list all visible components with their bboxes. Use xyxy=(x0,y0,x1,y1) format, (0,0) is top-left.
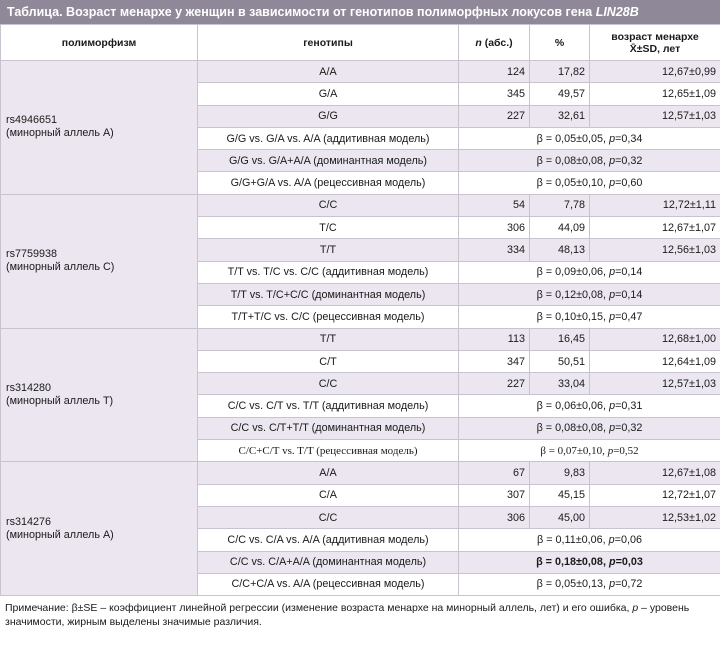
genotype-row xyxy=(1,328,720,350)
genotype-row xyxy=(1,194,720,216)
polymorphism-cell xyxy=(1,462,198,596)
n-cell: 113 xyxy=(459,328,530,350)
percent-cell: 17,82 xyxy=(530,61,590,83)
age-cell: 12,67±1,07 xyxy=(590,217,720,239)
model-label: G/G vs. G/A vs. A/A (аддитивная модель) xyxy=(198,127,459,149)
percent-cell: 49,57 xyxy=(530,83,590,105)
p-letter: p xyxy=(609,310,616,323)
model-result xyxy=(459,395,720,417)
footnote-prefix: Примечание: β±SE – коэффициент линейной регрессии (изменение возраста менархе на минорный аллель, лет) и его ошибка, xyxy=(5,602,633,615)
model-result xyxy=(459,150,720,172)
model-result xyxy=(459,127,720,149)
n-cell: 227 xyxy=(459,105,530,127)
genotype-cell: C/T xyxy=(198,350,459,372)
beta-value: β = 0,08±0,08, xyxy=(536,422,610,435)
p-value: =0,60 xyxy=(615,177,643,190)
snp-id: rs7759938 xyxy=(6,248,58,261)
minor-allele: (минорный аллель А) xyxy=(6,127,114,140)
beta-value: β = 0,05±0,10, xyxy=(536,177,610,190)
model-result xyxy=(459,306,720,328)
model-label: C/C+C/A vs. A/A (рецессивная модель) xyxy=(198,573,459,595)
model-result xyxy=(459,440,720,462)
n-cell: 54 xyxy=(459,194,530,216)
header-age xyxy=(590,25,720,61)
genotype-cell: C/C xyxy=(198,373,459,395)
percent-cell: 45,00 xyxy=(530,506,590,528)
model-label: G/G vs. G/A+A/A (доминантная модель) xyxy=(198,150,459,172)
polymorphism-cell xyxy=(1,328,198,462)
table-title xyxy=(0,0,720,24)
percent-cell: 44,09 xyxy=(530,217,590,239)
model-label: C/C vs. C/A vs. A/A (аддитивная модель) xyxy=(198,529,459,551)
beta-value: β = 0,07±0,10, xyxy=(540,444,608,457)
model-label: T/T vs. T/C+C/C (доминантная модель) xyxy=(198,283,459,305)
age-cell: 12,57±1,03 xyxy=(590,373,720,395)
header-n xyxy=(459,25,530,61)
p-value: =0,72 xyxy=(615,578,643,591)
footnote-suffix: – уровень значимости, жирным выделены значимые различия. xyxy=(5,602,690,629)
percent-cell: 45,15 xyxy=(530,484,590,506)
percent-cell: 33,04 xyxy=(530,373,590,395)
snp-id: rs314276 xyxy=(6,515,52,528)
table-footnote xyxy=(0,596,720,629)
model-label: C/C+C/T vs. T/T (рецессивная модель) xyxy=(198,440,459,462)
n-cell: 227 xyxy=(459,373,530,395)
p-value: =0,06 xyxy=(614,533,642,546)
polymorphism-cell xyxy=(1,194,198,328)
age-cell: 12,67±1,08 xyxy=(590,462,720,484)
genotype-cell: T/C xyxy=(198,217,459,239)
header-age-line1: возраст менархе xyxy=(611,30,699,43)
p-letter: p xyxy=(607,444,614,457)
p-letter: p xyxy=(609,154,616,167)
p-value: =0,47 xyxy=(615,310,643,323)
table-title-text: Таблица. Возраст менархе у женщин в зависимости от генотипов полиморфных локусов гена xyxy=(7,5,596,19)
header-age-line2: X̄±SD, лет xyxy=(629,42,681,55)
beta-value: β = 0,06±0,06, xyxy=(536,400,610,413)
p-letter: p xyxy=(609,177,616,190)
p-value: =0,32 xyxy=(615,422,643,435)
p-value: =0,34 xyxy=(615,132,643,145)
genotype-cell: C/C xyxy=(198,194,459,216)
model-result xyxy=(459,417,720,439)
n-cell: 345 xyxy=(459,83,530,105)
minor-allele: (минорный аллель Т) xyxy=(6,394,114,407)
age-cell: 12,64±1,09 xyxy=(590,350,720,372)
header-polymorphism: полиморфизм xyxy=(1,25,198,61)
model-result xyxy=(459,261,720,283)
genotype-row xyxy=(1,462,720,484)
n-cell: 306 xyxy=(459,506,530,528)
p-value: =0,52 xyxy=(613,444,639,457)
p-letter: p xyxy=(609,578,616,591)
model-label: C/C vs. C/T+T/T (доминантная модель) xyxy=(198,417,459,439)
header-row xyxy=(1,25,720,61)
age-cell: 12,56±1,03 xyxy=(590,239,720,261)
genotype-cell: G/G xyxy=(198,105,459,127)
p-letter: p xyxy=(609,266,616,279)
beta-value: β = 0,18±0,08, xyxy=(536,556,609,569)
header-genotypes: генотипы xyxy=(198,25,459,61)
polymorphism-cell xyxy=(1,61,198,195)
percent-cell: 7,78 xyxy=(530,194,590,216)
beta-value: β = 0,05±0,13, xyxy=(536,578,610,591)
beta-value: β = 0,08±0,08, xyxy=(536,154,610,167)
model-result xyxy=(459,283,720,305)
p-letter: p xyxy=(609,132,616,145)
p-value: =0,14 xyxy=(615,288,643,301)
age-cell: 12,72±1,07 xyxy=(590,484,720,506)
p-letter: p xyxy=(609,288,616,301)
model-result xyxy=(459,172,720,194)
n-cell: 347 xyxy=(459,350,530,372)
model-label: C/C vs. C/A+A/A (доминантная модель) xyxy=(198,551,459,573)
n-cell: 306 xyxy=(459,217,530,239)
p-value: =0,03 xyxy=(615,556,643,569)
genotype-row xyxy=(1,61,720,83)
n-cell: 67 xyxy=(459,462,530,484)
genotype-cell: T/T xyxy=(198,328,459,350)
p-value: =0,14 xyxy=(615,266,643,279)
model-label: C/C vs. C/T vs. T/T (аддитивная модель) xyxy=(198,395,459,417)
p-letter: p xyxy=(609,400,616,413)
model-label: T/T+T/C vs. C/C (рецессивная модель) xyxy=(198,306,459,328)
p-value: =0,32 xyxy=(615,154,643,167)
model-result xyxy=(459,573,720,595)
percent-cell: 50,51 xyxy=(530,350,590,372)
model-label: T/T vs. T/C vs. C/C (аддитивная модель) xyxy=(198,261,459,283)
age-cell: 12,67±0,99 xyxy=(590,61,720,83)
percent-cell: 48,13 xyxy=(530,239,590,261)
menarche-genotype-table xyxy=(0,24,720,596)
age-cell: 12,65±1,09 xyxy=(590,83,720,105)
age-cell: 12,57±1,03 xyxy=(590,105,720,127)
beta-value: β = 0,09±0,06, xyxy=(536,266,610,279)
model-result xyxy=(459,529,720,551)
model-label: G/G+G/A vs. A/A (рецессивная модель) xyxy=(198,172,459,194)
snp-id: rs314280 xyxy=(6,381,52,394)
genotype-cell: A/A xyxy=(198,462,459,484)
n-cell: 307 xyxy=(459,484,530,506)
minor-allele: (минорный аллель А) xyxy=(6,528,114,541)
n-cell: 334 xyxy=(459,239,530,261)
model-result xyxy=(459,551,720,573)
n-cell: 124 xyxy=(459,61,530,83)
genotype-cell: C/A xyxy=(198,484,459,506)
beta-value: β = 0,11±0,06, xyxy=(536,533,609,546)
table-body xyxy=(1,61,720,596)
beta-value: β = 0,05±0,05, xyxy=(536,132,610,145)
age-cell: 12,53±1,02 xyxy=(590,506,720,528)
age-cell: 12,72±1,11 xyxy=(590,194,720,216)
genotype-cell: А/А xyxy=(198,61,459,83)
p-letter: p xyxy=(608,533,615,546)
beta-value: β = 0,12±0,08, xyxy=(536,288,610,301)
age-cell: 12,68±1,00 xyxy=(590,328,720,350)
beta-value: β = 0,10±0,15, xyxy=(536,310,610,323)
p-value: =0,31 xyxy=(615,400,643,413)
genotype-cell: G/A xyxy=(198,83,459,105)
percent-cell: 16,45 xyxy=(530,328,590,350)
minor-allele: (минорный аллель С) xyxy=(6,261,115,274)
percent-cell: 32,61 xyxy=(530,105,590,127)
percent-cell: 9,83 xyxy=(530,462,590,484)
genotype-cell: T/T xyxy=(198,239,459,261)
p-letter: p xyxy=(608,556,616,569)
gene-name: LIN28B xyxy=(595,5,639,19)
snp-id: rs4946651 xyxy=(6,114,58,127)
header-n-letter: n xyxy=(475,36,482,49)
genotype-cell: C/C xyxy=(198,506,459,528)
footnote-p-letter: p xyxy=(632,602,639,615)
header-n-abs: (абс.) xyxy=(481,36,513,49)
p-letter: p xyxy=(609,422,616,435)
header-percent: % xyxy=(530,25,590,61)
